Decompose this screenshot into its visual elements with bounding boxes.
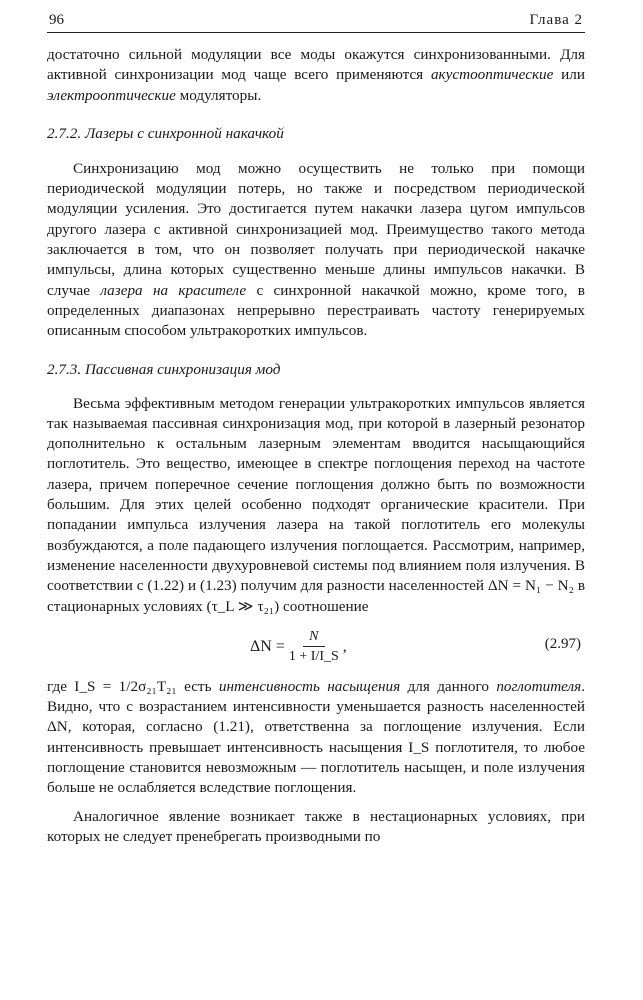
sync-pump-paragraph: Синхронизацию мод можно осуществить не только при помощи периодической модуляции потерь, но также и посредством периодической модуляции усиления. Это достигается путем накачки лазера цугом импульсов другого лазера с активной синхронизацией мод. Преимущество такого метода заключается в том, что он позволяет получать при периодической накачке импульсы, длина которых существенно меньше длины импульсов накачки. В случае лазера на красителе с синхронной накачкой можно, кроме того, в определенных диапазонах непрерывно перестраивать частоту генерируемых описанным способом ультракоротких импульсов. [47,159,585,340]
equation-lhs: ΔN = [250,637,285,655]
section-heading-2-7-2: 2.7.2. Лазеры с синхронной накачкой [47,124,284,142]
equation-2-97 [47,625,585,671]
equation-numerator: N [303,629,324,647]
section-heading-2-7-3: 2.7.3. Пассивная синхронизация мод [47,360,281,378]
book-page [47,10,585,847]
nonstationary-paragraph: Аналогичное явление возникает также в нестационарных условиях, при которых не следует пренебрегать производными по [47,807,585,845]
equation-denominator: 1 + I/I_S [288,648,339,664]
equation-number: (2.97) [544,635,581,652]
running-header [47,10,585,33]
passive-modelock-paragraph: Весьма эффективным методом генерации ультракоротких импульсов является так называемая пассивная синхронизация мод, при которой в лазерный резонатор дополнительно к остальным лазерным элементам вводится насыщающийся поглотитель. Это вещество, имеющее в спектре поглощения переход на частоте лазера, причем поперечное сечение поглощения должно быть по возможности большим. Для этих целей особенно подходят органические красители. При попадании импульса излучения лазера на такой поглотитель его молекулы возбуждаются, а поле падающего излучения поглощается. Рассмотрим, например, изменение населенности двухуровневой системы под влиянием поля излучения. В соответствии с (1.22) и (1.23) получим для разности населенностей ΔN = N₁ − N₂ в стационарных условиях (τ_L ≫ τ₂₁) соотношение [47,394,585,615]
chapter-label: Глава 2 [529,12,583,28]
saturation-paragraph: где I_S = 1/2σ₂₁T₂₁ есть интенсивность насыщения для данного поглотителя. Видно, что с возрастанием интенсивности уменьшается разность населенностей ΔN, которая, согласно (1.21), ответственна за поглощение излучения. Если интенсивность превышает интенсивность насыщения I_S поглотителя, то любое поглощение становится невозможным — поглотитель насыщен, и поле излучения больше не ослабляется вследствие поглощения. [47,677,586,797]
page-number: 96 [49,12,64,28]
equation-fraction [289,629,339,665]
intro-paragraph: достаточно сильной модуляции все моды окажутся синхронизованными. Для активной синхронизации мод чаще всего применяются акустооптические или электрооптические модуляторы. [47,46,585,104]
equation-trailing: , [342,637,347,655]
